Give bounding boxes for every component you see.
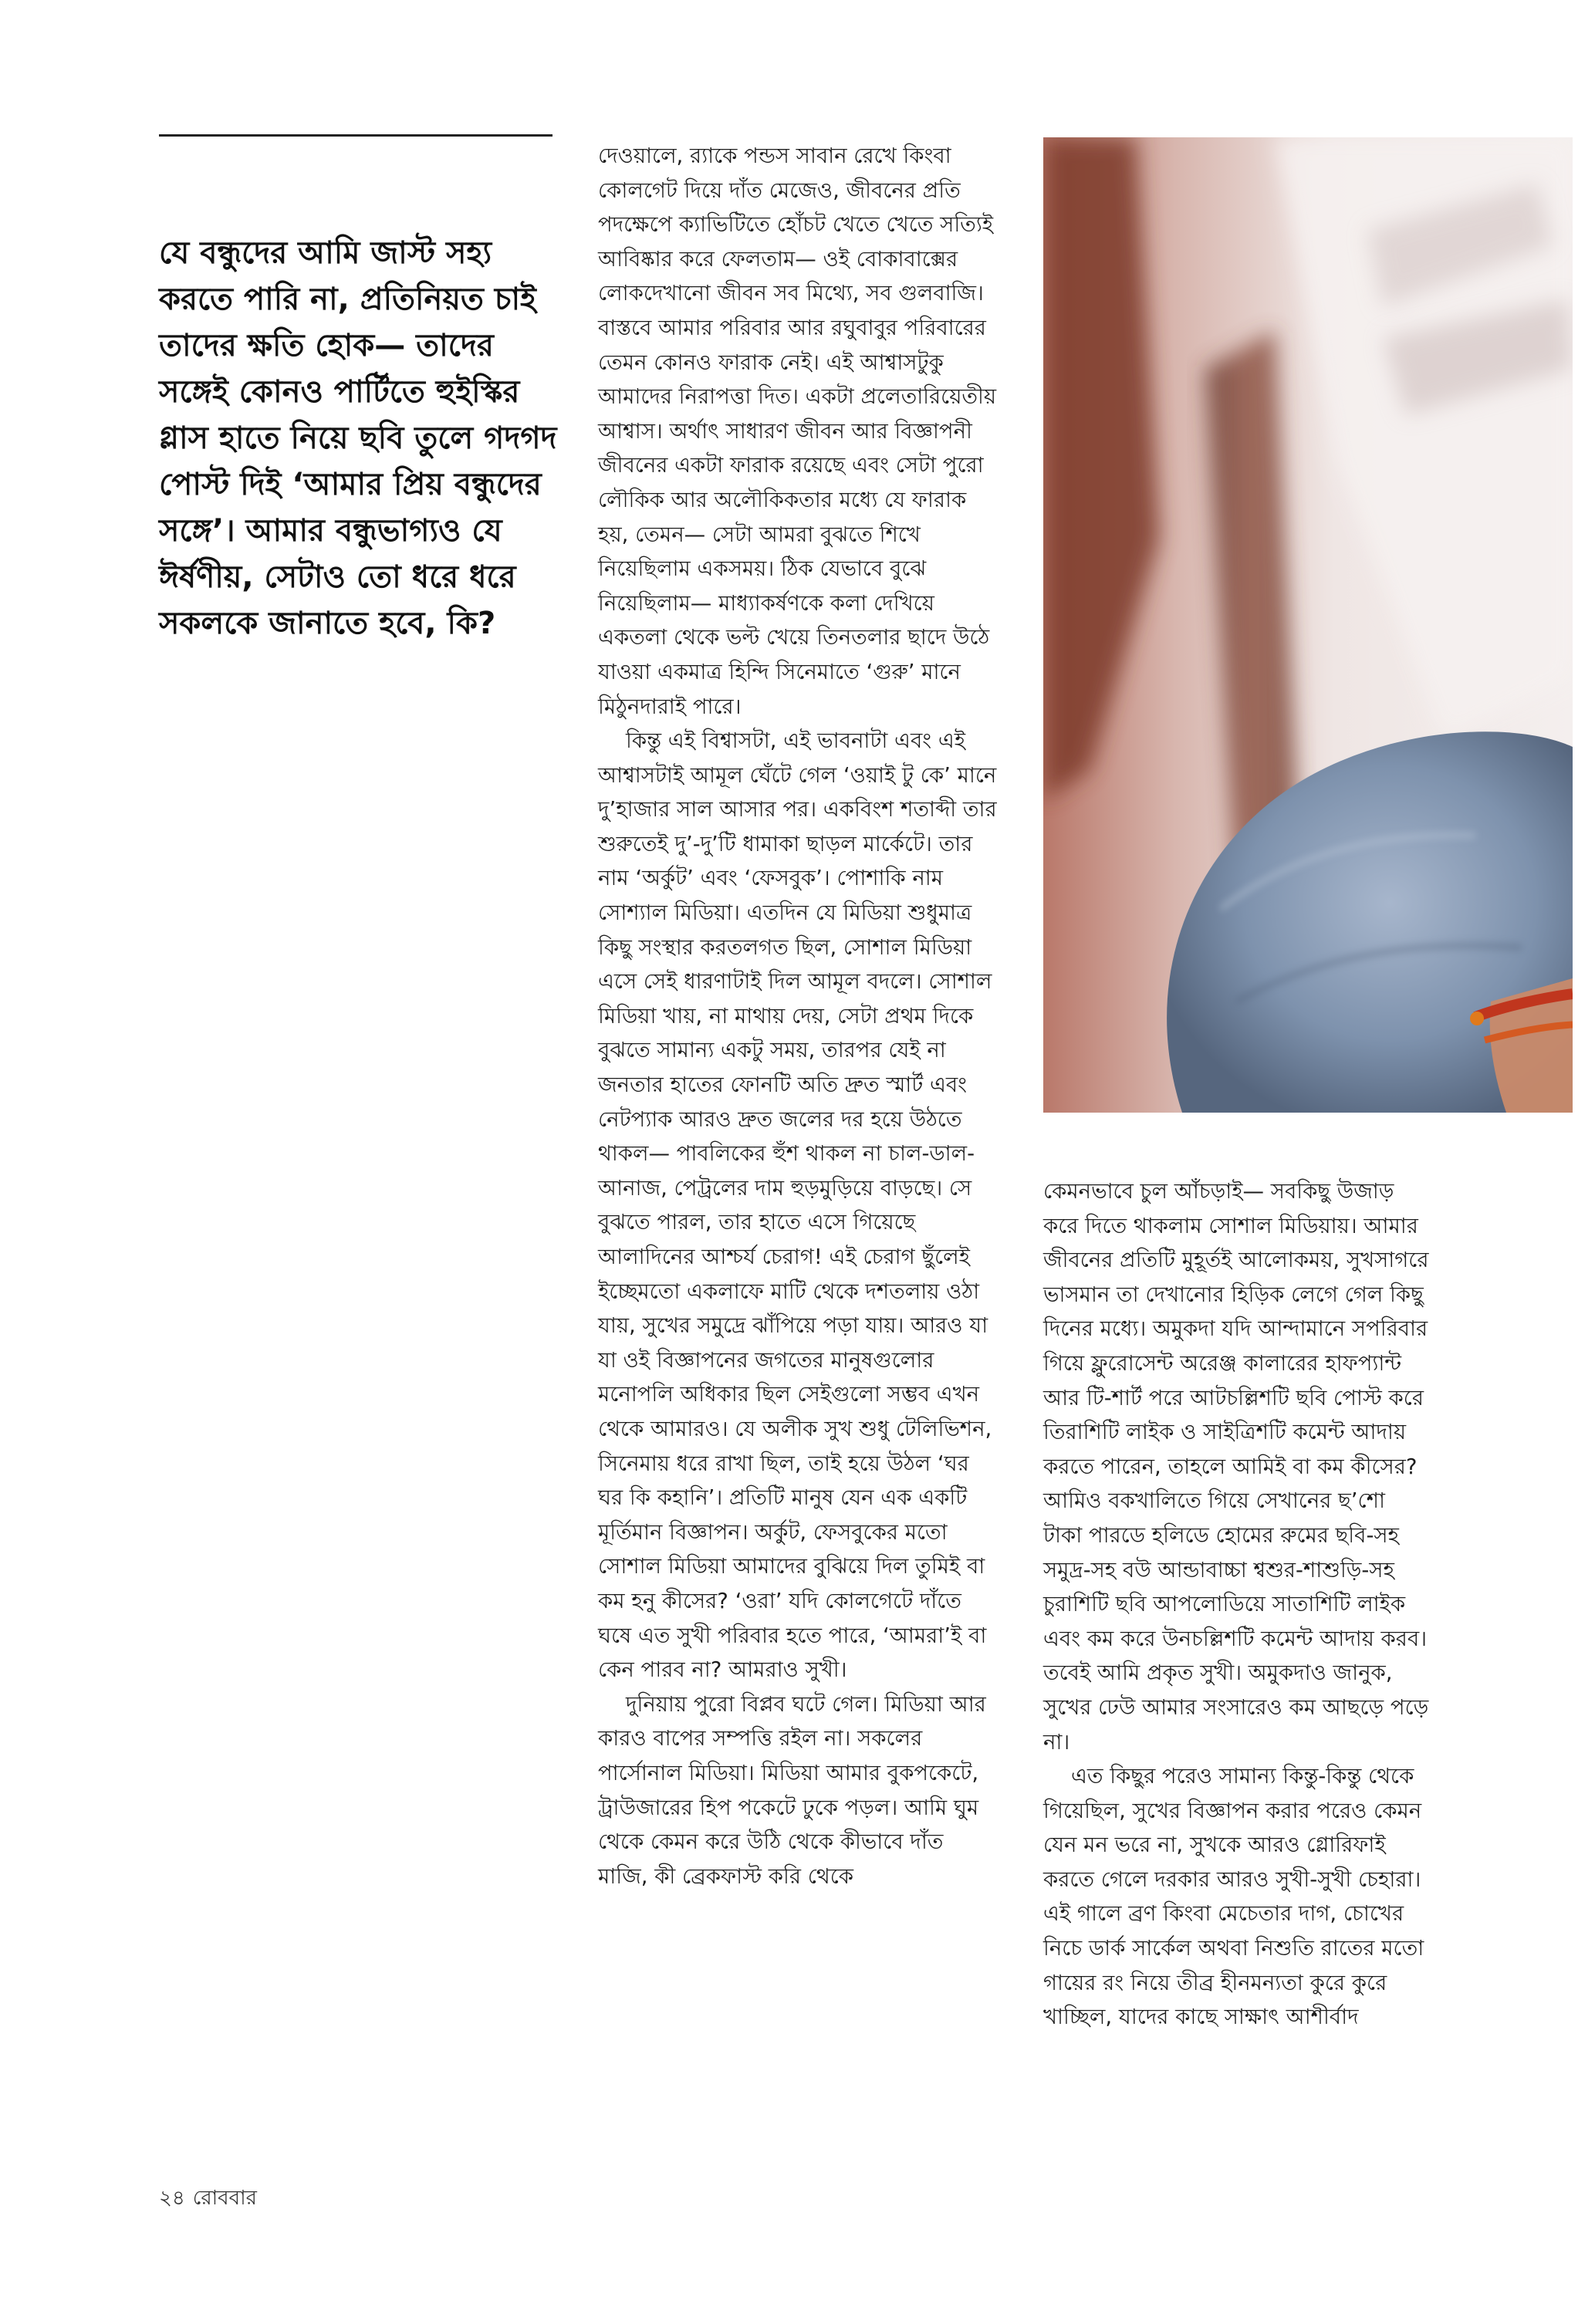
photo-illustration bbox=[1043, 137, 1573, 1113]
article-photo bbox=[1043, 137, 1573, 1113]
article-column-middle bbox=[598, 139, 999, 1893]
paragraph: এত কিছুর পরেও সামান্য কিন্তু-কিন্তু থেকে গিয়েছিল, সুখের বিজ্ঞাপন করার পরেও কেমন যেন মন ভরে না, সুখকে আরও গ্লোরিফাই করতে গেলে দরকার আরও সুখী-সুখী চেহারা। এই গালে ব্রণ কিংবা মেচেতার দাগ, চোখের নিচে ডার্ক সার্কেল অথবা নিশুতি রাতের মতো গায়ের রং নিয়ে তীব্র হীনমন্যতা কুরে কুরে খাচ্ছিল, যাদের কাছে সাক্ষাৎ আশীর্বাদ bbox=[1043, 1764, 1424, 2030]
page-folio bbox=[159, 2182, 265, 2216]
pull-quote: যে বন্ধুদের আমি জাস্ট সহ্য করতে পারি না, প্রতিনিয়ত চাই তাদের ক্ষতি হোক— তাদের সঙ্গেই কোনও পার্টিতে হুইস্কির গ্লাস হাতে নিয়ে ছবি তুলে গদগদ পোস্ট দিই ‘আমার প্রিয় বন্ধুদের সঙ্গে’। আমার বন্ধুভাগ্যও যে ঈর্ষণীয়, সেটাও তো ধরে ধরে সকলকে জানাতে হবে, কি? bbox=[159, 235, 557, 641]
paragraph: দেওয়ালে, র‍্যাকে পন্ডস সাবান রেখে কিংবা কোলগেট দিয়ে দাঁত মেজেও, জীবনের প্রতি পদক্ষেপে ক্যাভিটিতে হোঁচট খেতে খেতে সত্যিই আবিষ্কার করে ফেলতাম— ওই বোকাবাক্সের লোকদেখানো জীবন সব মিথ্যে, সব গুলবাজি। বাস্তবে আমার পরিবার আর রঘুবাবুর পরিবারের তেমন কোনও ফারাক নেই। এই আশ্বাসটুকু আমাদের নিরাপত্তা দিত। একটা প্রলেতারিয়েতীয় আশ্বাস। অর্থাৎ সাধারণ জীবন আর বিজ্ঞাপনী জীবনের একটা ফারাক রয়েছে এবং সেটা পুরো লৌকিক আর অলৌকিকতার মধ্যে যে ফারাক হয়, তেমন— সেটা আমরা বুঝতে শিখে নিয়েছিলাম একসময়। ঠিক যেভাবে বুঝে নিয়েছিলাম— মাধ্যাকর্ষণকে কলা দেখিয়ে একতলা থেকে ভল্ট খেয়ে তিনতলার ছাদে উঠে যাওয়া একমাত্র হিন্দি সিনেমাতে ‘গুরু’ মানে মিঠুনদারাই পারে। bbox=[598, 144, 997, 719]
article-column-right bbox=[1043, 1174, 1429, 2035]
magazine-name: রোববার bbox=[192, 2187, 257, 2210]
paragraph: কেমনভাবে চুল আঁচড়াই— সবকিছু উজাড় করে দিতে থাকলাম সোশাল মিডিয়ায়। আমার জীবনের প্রতিটি মুহূর্তই আলোকময়, সুখসাগরে ভাসমান তা দেখানোর হিড়িক লেগে গেল কিছু দিনের মধ্যে। অমুকদা যদি আন্দামানে সপরিবার গিয়ে ফ্লুরোসেন্ট অরেঞ্জ কালারের হাফপ্যান্ট আর টি-শার্ট পরে আটচল্লিশটি ছবি পোস্ট করে তিরাশিটি লাইক ও সাইত্রিশটি কমেন্ট আদায় করতে পারেন, তাহলে আমিই বা কম কীসের? আমিও বকখালিতে গিয়ে সেখানের ছ’শো টাকা পারডে হলিডে হোমের রুমের ছবি-সহ সমুদ্র-সহ বউ আন্ডাবাচ্চা শ্বশুর-শাশুড়ি-সহ চুরাশিটি ছবি আপলোডিয়ে সাতাশিটি লাইক এবং কম করে উনচল্লিশটি কমেন্ট আদায় করব। তবেই আমি প্রকৃত সুখী। অমুকদাও জানুক, সুখের ঢেউ আমার সংসারেও কম আছড়ে পড়ে না। bbox=[1043, 1179, 1429, 1755]
paragraph: কিন্তু এই বিশ্বাসটা, এই ভাবনাটা এবং এই আশ্বাসটাই আমূল ঘেঁটে গেল ‘ওয়াই টু কে’ মানে দু’হাজার সাল আসার পর। একবিংশ শতাব্দী তার শুরুতেই দু’-দু’টি ধামাকা ছাড়ল মার্কেটে। তার নাম ‘অর্কুট’ এবং ‘ফেসবুক’। পোশাকি নাম সোশ্যাল মিডিয়া। এতদিন যে মিডিয়া শুধুমাত্র কিছু সংস্থার করতলগত ছিল, সোশাল মিডিয়া এসে সেই ধারণাটাই দিল আমূল বদলে। সোশাল মিডিয়া খায়, না মাথায় দেয়, সেটা প্রথম দিকে বুঝতে সামান্য একটু সময়, তারপর যেই না জনতার হাতের ফোনটি অতি দ্রুত স্মার্ট এবং নেটপ্যাক আরও দ্রুত জলের দর হয়ে উঠতে থাকল— পাবলিকের হুঁশ থাকল না চাল-ডাল-আনাজ, পেট্রলের দাম হুড়মুড়িয়ে বাড়ছে। সে বুঝতে পারল, তার হাতে এসে গিয়েছে আলাদিনের আশ্চর্য চেরাগ! এই চেরাগ ছুঁলেই ইচ্ছেমতো একলাফে মাটি থেকে দশতলায় ওঠা যায়, সুখের সমুদ্রে ঝাঁপিয়ে পড়া যায়। আরও যা যা ওই বিজ্ঞাপনের জগতের মানুষগুলোর মনোপলি অধিকার ছিল সেইগুলো সম্ভব এখন থেকে আমারও। যে অলীক সুখ শুধু টেলিভিশন, সিনেমায় ধরে রাখা ছিল, তাই হয়ে উঠল ‘ঘর ঘর কি কহানি’। প্রতিটি মানুষ যেন এক একটি মূর্তিমান বিজ্ঞাপন। অর্কুট, ফেসবুকের মতো সোশাল মিডিয়া আমাদের বুঝিয়ে দিল তুমিই বা কম হনু কীসের? ‘ওরা’ যদি কোলগেটে দাঁতে ঘষে এত সুখী পরিবার হতে পারে, ‘আমরা’ই বা কেন পারব না? আমরাও সুখী। bbox=[598, 728, 997, 1683]
top-rule bbox=[159, 134, 553, 137]
paragraph: দুনিয়ায় পুরো বিপ্লব ঘটে গেল। মিডিয়া আর কারও বাপের সম্পত্তি রইল না। সকলের পার্সোনাল মিডিয়া। মিডিয়া আমার বুকপকেটে, ট্রাউজারের হিপ পকেটে ঢুকে পড়ল। আমি ঘুম থেকে কেমন করে উঠি থেকে কীভাবে দাঁত মাজি, কী ব্রেকফাস্ট করি থেকে bbox=[598, 1691, 986, 1889]
page-number: ২৪ bbox=[159, 2187, 185, 2210]
